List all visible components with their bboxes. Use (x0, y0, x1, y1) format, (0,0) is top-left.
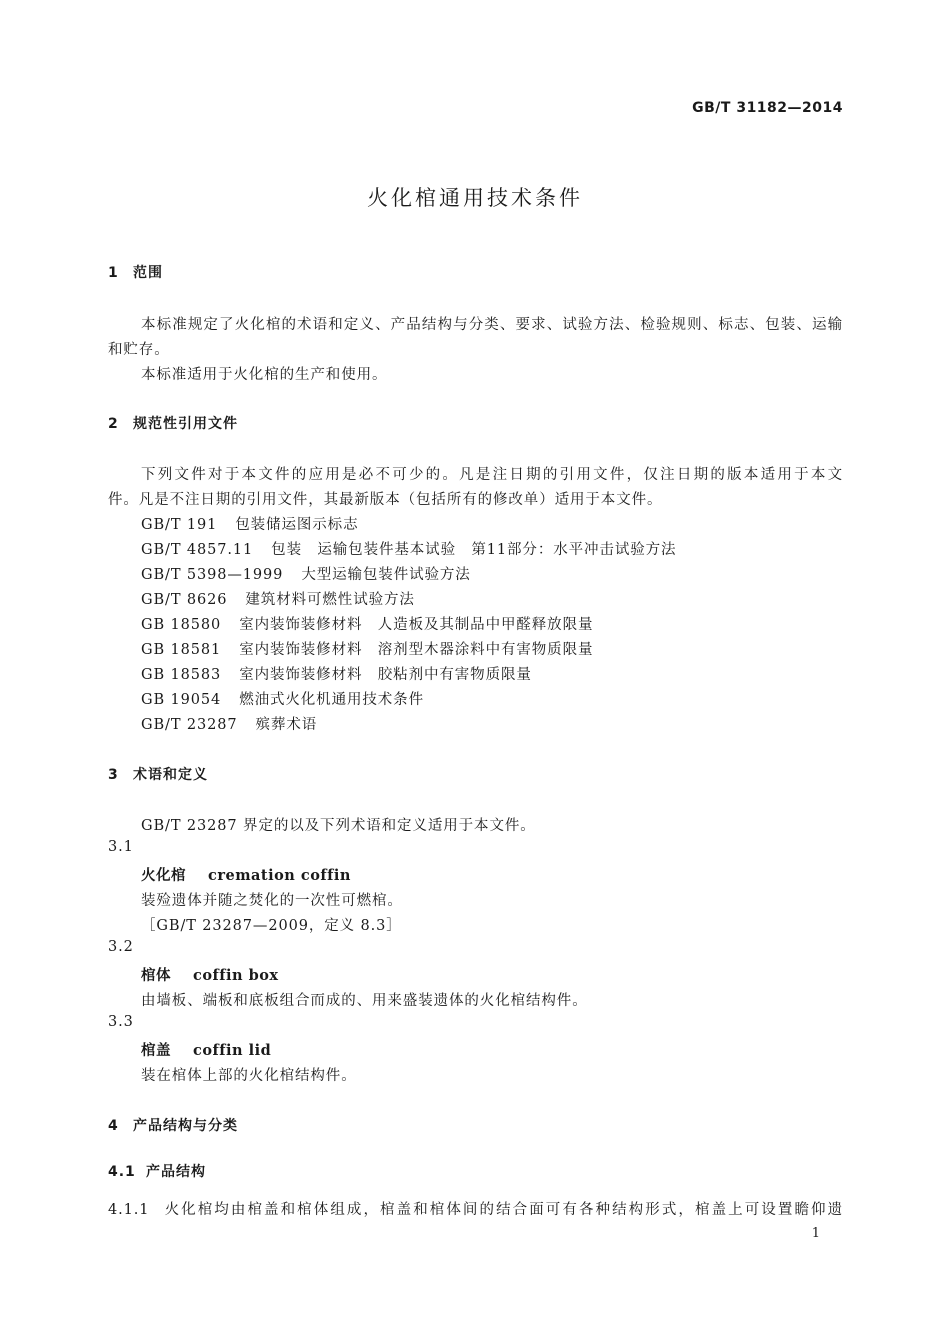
clause-text: 火化棺均由棺盖和棺体组成，棺盖和棺体间的结合面可有各种结构形式，棺盖上可设置瞻仰遗 (163, 1202, 843, 1218)
section-number: 4 (108, 1118, 119, 1134)
term-number: 3.3 (108, 1014, 134, 1030)
reference-code: GB/T 4857.11 (141, 542, 254, 558)
section-2-heading (108, 413, 238, 433)
section-number: 2 (108, 416, 119, 432)
reference-item (141, 588, 415, 609)
reference-code: GB 18580 (141, 617, 222, 633)
reference-code: GB/T 191 (141, 517, 218, 533)
reference-item (141, 563, 471, 584)
section-2-intro-line (108, 463, 843, 484)
term-number: 3.2 (108, 939, 134, 955)
reference-item (141, 613, 593, 634)
section-1-paragraph: 本标准适用于火化棺的生产和使用。 (141, 367, 388, 383)
section-1-heading (108, 262, 163, 282)
term-chinese: 棺体 (141, 967, 171, 984)
reference-title: 包装储运图示标志 (235, 517, 359, 533)
section-title: 范围 (133, 265, 163, 281)
document-title: 火化棺通用技术条件 (367, 186, 583, 210)
reference-item (141, 663, 532, 684)
section-1-paragraph-line: 和贮存。 (108, 342, 170, 358)
term-source: ［GB/T 23287—2009，定义 8.3］ (141, 918, 402, 934)
subsection-number: 4.1 (108, 1164, 136, 1180)
reference-title: 室内装饰装修材料 溶剂型木器涂料中有害物质限量 (239, 642, 594, 658)
term-heading (141, 1039, 271, 1060)
term-english: coffin box (193, 967, 279, 984)
reference-title: 室内装饰装修材料 人造板及其制品中甲醛释放限量 (239, 617, 594, 633)
reference-item (141, 713, 317, 734)
paragraph-text: 下列文件对于本文件的应用是必不可少的。凡是注日期的引用文件，仅注日期的版本适用于本文 (141, 467, 843, 483)
term-number: 3.1 (108, 839, 134, 855)
reference-title: 包装 运输包装件基本试验 第11部分：水平冲击试验方法 (271, 542, 677, 558)
standard-number: GB/T 31182—2014 (692, 100, 843, 116)
section-number: 1 (108, 265, 119, 281)
reference-title: 殡葬术语 (255, 717, 318, 733)
reference-code: GB/T 5398—1999 (141, 567, 284, 583)
reference-item (141, 638, 593, 659)
term-definition: 装殓遗体并随之焚化的一次性可燃棺。 (141, 893, 403, 909)
term-chinese: 棺盖 (141, 1042, 171, 1059)
term-definition: 由墙板、端板和底板组合而成的、用来盛装遗体的火化棺结构件。 (141, 993, 588, 1009)
reference-code: GB/T 23287 (141, 717, 238, 733)
reference-title: 大型运输包装件试验方法 (301, 567, 471, 583)
reference-code: GB 18581 (141, 642, 222, 658)
clause-number: 4.1.1 (108, 1202, 150, 1218)
section-title: 规范性引用文件 (133, 416, 238, 432)
reference-item (141, 538, 676, 559)
term-heading (141, 964, 279, 985)
section-title: 产品结构与分类 (133, 1118, 238, 1134)
term-definition: 装在棺体上部的火化棺结构件。 (141, 1068, 357, 1084)
term-chinese: 火化棺 (141, 867, 186, 884)
reference-item (141, 513, 358, 534)
reference-title: 建筑材料可燃性试验方法 (245, 592, 415, 608)
section-number: 3 (108, 767, 119, 783)
section-2-intro-line: 件。凡是不注日期的引用文件，其最新版本（包括所有的修改单）适用于本文件。 (108, 492, 663, 508)
reference-code: GB 18583 (141, 667, 222, 683)
term-english: coffin lid (193, 1042, 272, 1059)
section-3-intro: GB/T 23287 界定的以及下列术语和定义适用于本文件。 (141, 818, 536, 834)
term-english: cremation coffin (208, 867, 351, 884)
reference-title: 燃油式火化机通用技术条件 (239, 692, 424, 708)
page-number: 1 (811, 1226, 820, 1241)
reference-item (141, 688, 424, 709)
section-1-paragraph-line (108, 313, 843, 334)
subsection-4-1-heading (108, 1161, 206, 1181)
reference-title: 室内装饰装修材料 胶粘剂中有害物质限量 (239, 667, 532, 683)
term-heading (141, 864, 351, 885)
section-title: 术语和定义 (133, 767, 208, 783)
section-4-heading (108, 1115, 238, 1135)
paragraph-text: 本标准规定了火化棺的术语和定义、产品结构与分类、要求、试验方法、检验规则、标志、包装、运输 (141, 317, 843, 333)
clause-4-1-1 (108, 1198, 843, 1219)
reference-code: GB/T 8626 (141, 592, 228, 608)
subsection-title: 产品结构 (146, 1164, 206, 1180)
reference-code: GB 19054 (141, 692, 222, 708)
section-3-heading (108, 764, 208, 784)
